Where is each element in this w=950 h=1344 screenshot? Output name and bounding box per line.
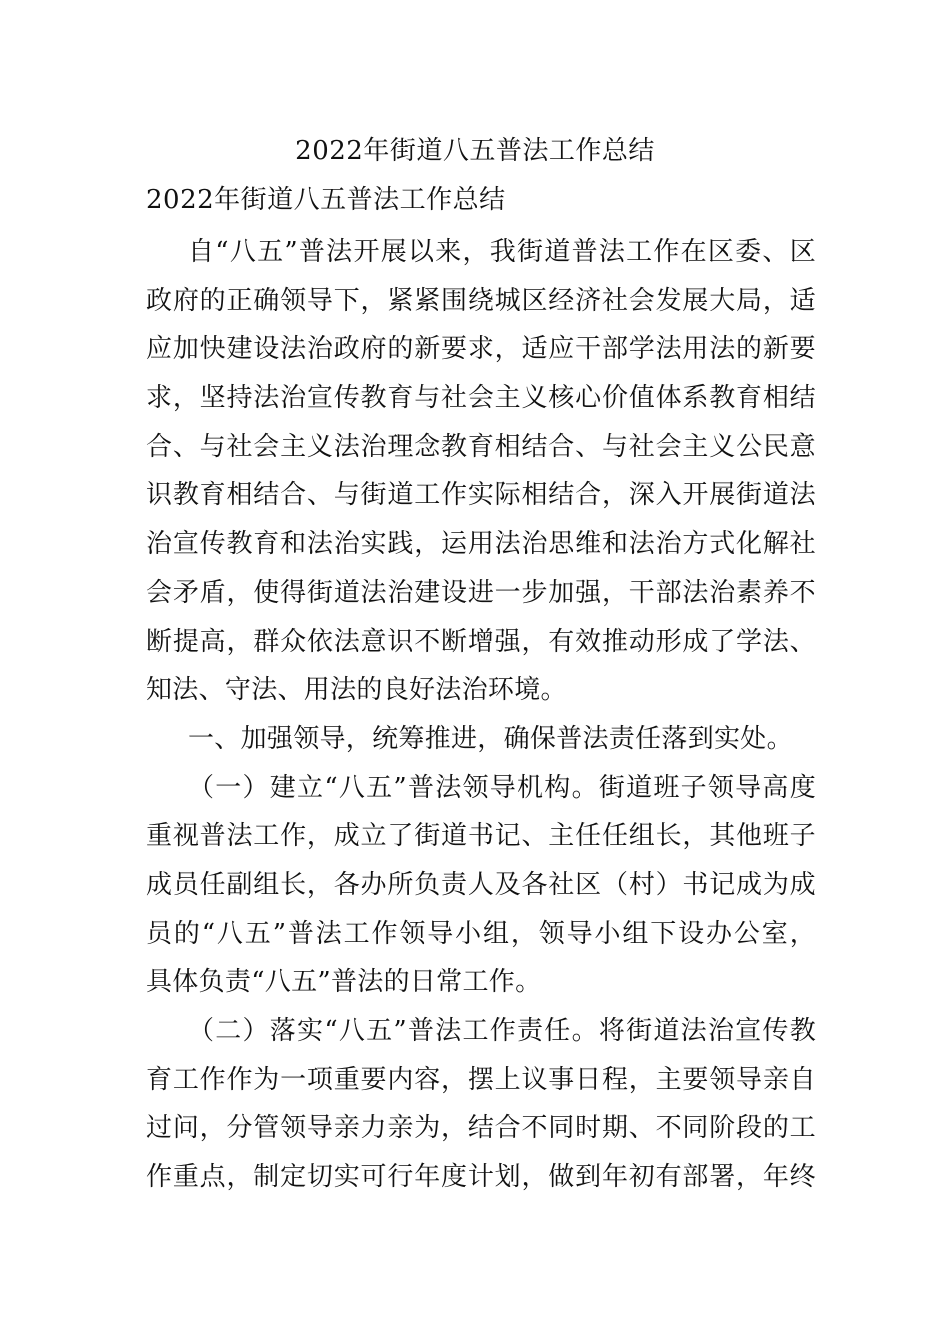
paragraph-line: 政府的正确领导下，紧紧围绕城区经济社会发展大局，适 xyxy=(146,285,816,316)
paragraph-line: （一）建立“八五”普法领导机构。街道班子领导高度 xyxy=(188,772,816,803)
document-title: 2022年街道八五普法工作总结 xyxy=(295,136,655,166)
paragraph-line: 合、与社会主义法治理念教育相结合、与社会主义公民意 xyxy=(146,431,816,462)
paragraph-line: 求，坚持法治宣传教育与社会主义核心价值体系教育相结 xyxy=(146,383,816,414)
paragraph-line: 治宣传教育和法治实践，运用法治思维和法治方式化解社 xyxy=(146,529,816,560)
paragraph-line: 员的“八五”普法工作领导小组，领导小组下设办公室， xyxy=(146,918,816,949)
paragraph-line: 具体负责“八五”普法的日常工作。 xyxy=(146,967,542,998)
document-body xyxy=(146,228,816,1202)
paragraph-line: 断提高，群众依法意识不断增强，有效推动形成了学法、 xyxy=(146,626,816,657)
paragraph-line: 重视普法工作，成立了街道书记、主任任组长，其他班子 xyxy=(146,821,816,852)
paragraph-line: 应加快建设法治政府的新要求，适应干部学法用法的新要 xyxy=(146,334,816,365)
paragraph-line: 会矛盾，使得街道法治建设进一步加强，干部法治素养不 xyxy=(146,577,816,608)
paragraph-line: 识教育相结合、与街道工作实际相结合，深入开展街道法 xyxy=(146,480,816,511)
paragraph-line: 知法、守法、用法的良好法治环境。 xyxy=(146,675,567,706)
paragraph-line: 育工作作为一项重要内容，摆上议事日程，主要领导亲自 xyxy=(146,1064,816,1095)
paragraph-line: 自“八五”普法开展以来，我街道普法工作在区委、区 xyxy=(188,237,816,267)
document-subtitle: 2022年街道八五普法工作总结 xyxy=(146,185,506,215)
paragraph-line: 成员任副组长，各办所负责人及各社区（村）书记成为成 xyxy=(146,869,816,900)
section-heading: 一、加强领导，统筹推进，确保普法责任落到实处。 xyxy=(188,723,793,754)
paragraph-line: 作重点，制定切实可行年度计划，做到年初有部署，年终 xyxy=(146,1162,816,1193)
paragraph-line: 过问，分管领导亲力亲为，结合不同时期、不同阶段的工 xyxy=(146,1113,816,1144)
paragraph-line: （二）落实“八五”普法工作责任。将街道法治宣传教 xyxy=(188,1016,816,1046)
